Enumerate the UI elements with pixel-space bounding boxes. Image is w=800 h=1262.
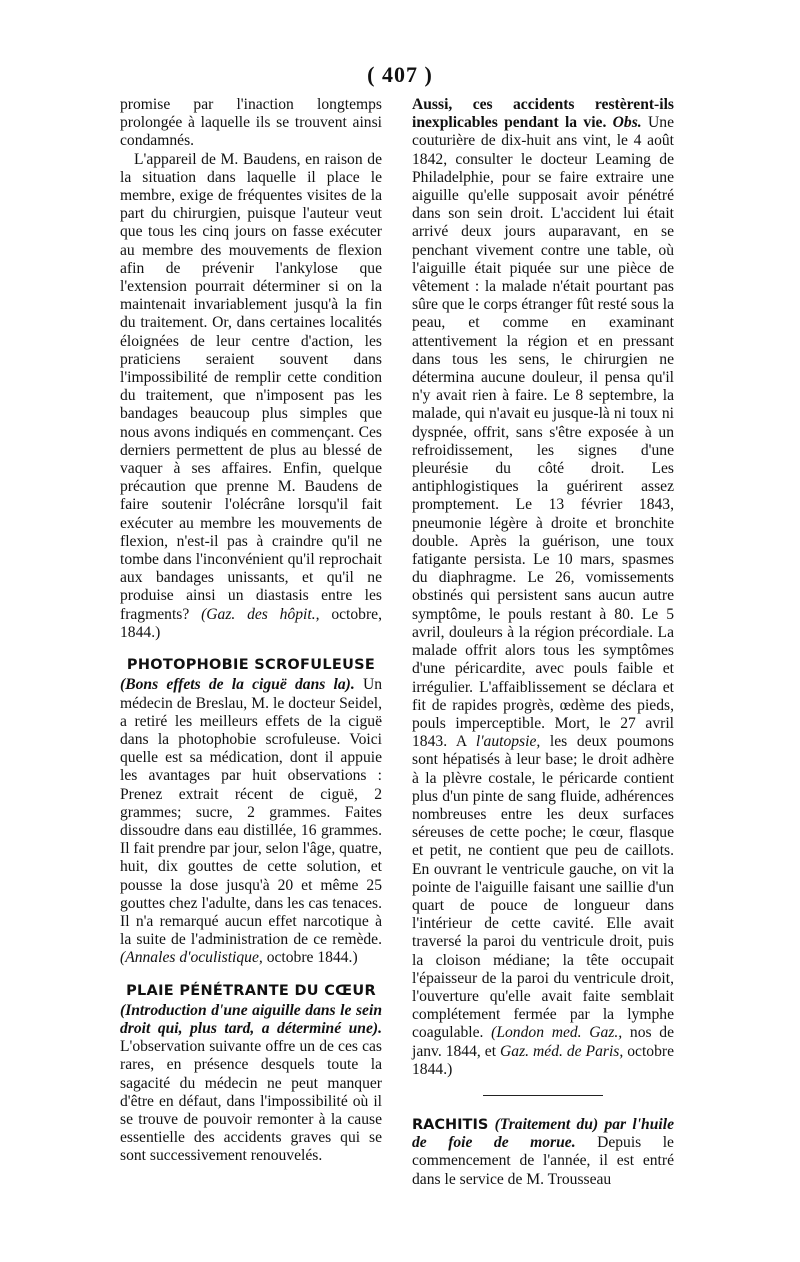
- paragraph-text: L'observation suivante offre un de ces cas rares, en présence desquels toute la sagacité du médecin ne peut manquer d'être en défaut, dans l'impossibilité où il se trouve de pouvoir remonter à la cause essentielle des accidents graves qui se sont successivement renouvelés.: [120, 1038, 382, 1165]
- left-column: [120, 96, 382, 1166]
- citation-text: nos de janv. 1844, et: [412, 1024, 674, 1060]
- paragraph: [120, 676, 382, 967]
- citation-date: octobre, 1844.): [120, 605, 382, 641]
- page-number: ( 407 ): [367, 62, 433, 87]
- paragraph: promise par l'inaction longtemps prolongée à laquelle ils se trouvent ainsi condamnés.: [120, 96, 382, 150]
- paragraph: [120, 1002, 382, 1166]
- section-subtitle: (Introduction d'une aiguille dans le sein droit qui, plus tard, a déterminé une).: [120, 1001, 382, 1037]
- paragraph: [412, 1116, 674, 1189]
- section-heading: RACHITIS: [412, 1116, 489, 1133]
- paragraph: [412, 96, 674, 1079]
- paragraph-text: Un médecin de Breslau, M. le docteur Seidel, a retiré les meilleurs effets de la ciguë dans la photophobie scrofuleuse. Voici quelle est sa médication, dont il appuie les avantages par huit observations : Prenez extrait récent de ciguë, 2 grammes; sucre, 2 grammes. Faites dissoudre dans eau distillée, 16 grammes. Il fait prendre par jour, selon l'âge, quatre, huit, dix gouttes de cette solution, et pousse la dose jusqu'à 20 et même 25 gouttes chez l'adulte, dans les cas tenaces. Il n'a remarqué aucun effet narcotique à la suite de l'administration de ce remède.: [120, 676, 382, 949]
- paragraph: [120, 151, 382, 642]
- section-divider: [483, 1095, 603, 1096]
- section-heading: PLAIE PÉNÉTRANTE DU CŒUR: [126, 982, 376, 999]
- citation: (Annales d'oculistique,: [120, 949, 263, 967]
- citation-date: octobre 1844.): [266, 949, 358, 967]
- paragraph-lead: Aussi, ces accidents restèrent-ils inexplicables pendant la vie.: [412, 96, 674, 132]
- paragraph-text: L'appareil de M. Baudens, en raison de la situation dans laquelle il place le membre, exige de fréquentes visites de la part du chirurgien, puisque l'auteur veut que tous les cinq jours on fasse exécuter au membre des mouvements de flexion afin de prévenir l'ankylose que l'extension pourrait déterminer si on la maintenait invariablement jusqu'à la fin du traitement. Or, dans certaines localités éloignées de leur centre d'action, les praticiens seraient souvent dans l'impossibilité de remplir cette condition du traitement, que n'imposent pas les bandages beaucoup plus simples que nous avons indiqués en commençant. Ces derniers permettent de plus au blessé de vaquer à ses affaires. Enfin, quelque précaution que prenne M. Baudens de faire soutenir l'olécrâne lorsqu'il fait exécuter au membre les mouvements de flexion, n'est-il pas à craindre qu'il ne tombe dans l'inconvénient qu'il reprochait aux bandages unissants, et qu'il ne produise ainsi un diastasis entre les fragments?: [120, 150, 382, 623]
- paragraph-text: Une couturière de dix-huit ans vint, le 4 août 1842, consulter le docteur Leaming de Philadelphie, pour se faire extraire une aiguille qu'elle supposait avoir pénétré dans son sein droit. L'accident lui était arrivé deux jours auparavant, en se penchant vivement contre une table, où l'aiguille était piquée sur une pièce de vêtement : la malade n'était pourtant pas sûre que le corps étranger fût resté sous la peau, et comme en examinant attentivement la région et en pressant dans tous les sens, le chirurgien ne détermina aucune douleur, il pensa qu'il n'y avait rien à faire. Le 8 septembre, la malade, qui n'avait eu jusque-là ni toux ni dyspnée, offrit, sans s'être exposée à un refroidissement, les signes d'une pleurésie du côté droit. Les antiphlogistiques la guérirent assez promptement. Le 13 février 1843, pneumonie légère à droite et bronchite double. Après la guérison, une toux fatigante persista. Le 10 mars, spasmes du diaphragme. Le 26, vomissements obstinés qui persistent sans aucun autre symptôme, le pouls restant à 80. Le 5 avril, douleurs à la région précordiale. La malade offrit alors tous les symptômes d'une péricardite, avec pouls faible et irrégulier. L'affaiblissement se déclara et fit de rapides progrès, œdème des pieds, pouls imperceptible. Mort, le 27 avril 1843. A: [412, 114, 674, 751]
- citation: (London med. Gaz.,: [491, 1024, 623, 1042]
- section-subtitle: (Traitement du) par l'huile de foie de morue.: [412, 1115, 674, 1152]
- paragraph-text: les deux poumons sont hépatisés à leur base; le droit adhère à la plèvre costale, le péricarde contient plus d'un pinte de sang fluide, adhérences nombreuses entre les deux surfaces séreuses de cette poche; le cœur, flasque et petit, ne contient que peu de caillots. En ouvrant le ventricule gauche, on vit la pointe de l'aiguille faisant une saillie d'un quart de pouce de longueur dans l'intérieur de cette cavité. Elle avait traversé la paroi du ventricule droit, puis la cloison médiane; la tête occupait l'épaisseur de la paroi du ventricule droit, l'ouverture qu'elle avait faite semblait complétement fermée par la lymphe coagulable.: [412, 733, 674, 1042]
- section-subtitle: (Bons effets de la ciguë dans la).: [120, 676, 355, 694]
- section-heading: PHOTOPHOBIE SCROFULEUSE: [126, 657, 376, 674]
- citation: Gaz. méd. de Paris,: [500, 1042, 624, 1060]
- citation-date: octobre 1844.): [412, 1042, 674, 1078]
- paragraph-text: Depuis le commencement de l'année, il est entré dans le service de M. Trousseau: [412, 1134, 674, 1188]
- obs-label: Obs.: [612, 114, 642, 132]
- emphasis: l'autopsie,: [475, 733, 541, 751]
- right-column: [412, 96, 674, 1189]
- citation: (Gaz. des hôpit.,: [201, 605, 320, 623]
